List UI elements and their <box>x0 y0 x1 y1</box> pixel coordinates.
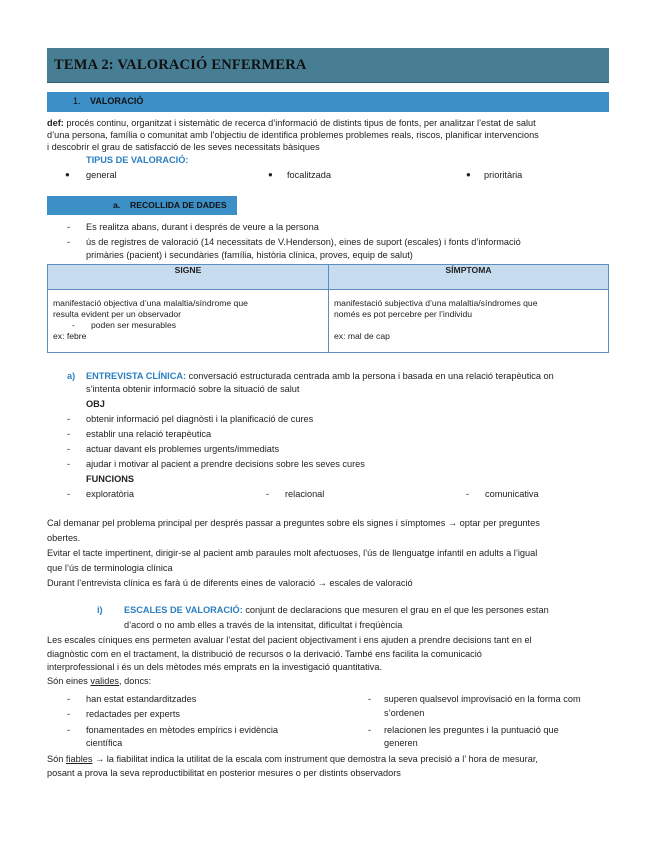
fiables-word: fiables <box>65 754 93 764</box>
valides-left-item: han estat estandarditzades <box>86 694 197 704</box>
obj-item: actuar davant els problemes urgents/immediats <box>86 444 280 454</box>
tipus-item-general: general <box>86 170 117 180</box>
entrevista-heading: ENTREVISTA CLÍNICA: <box>86 371 187 381</box>
table-header-signe: SIGNE <box>48 265 329 290</box>
tipus-item-focalitzada: focalitzada <box>287 170 331 180</box>
escales-text-1: conjunt de declaracions que mesuren el grau en el que les persones estan <box>242 605 549 615</box>
subsection-number: a. <box>113 200 121 210</box>
entrevista-line-1 <box>86 370 554 382</box>
section-label: VALORACIÓ <box>90 96 144 106</box>
dash-icon: - <box>67 459 71 469</box>
bullet-icon: ● <box>65 170 70 179</box>
dash-icon: - <box>67 709 71 719</box>
valides-right-item-2: relacionen les preguntes i la puntuació que <box>384 725 559 735</box>
valides-left-cont: científica <box>86 738 123 748</box>
recollida-line-2: ús de registres de valoració (14 necessitats de V.Henderson), eines de suport (escales) i fonts d’informació <box>86 237 521 247</box>
definition-line-3: i descobrir el grau de satisfacció de les seves necessitats bàsiques <box>47 142 320 152</box>
entrevista-marker: a) <box>67 371 76 381</box>
dash-icon: - <box>67 725 71 735</box>
paragraph-3: Durant l’entrevista clínica es farà ú de diferents eines de valoració → escales de valoració <box>47 578 413 588</box>
entrevista-line-2: s’intenta obtenir informació sobre la situació de salut <box>86 384 300 394</box>
dash-icon: - <box>67 694 71 704</box>
funcio-relacional: relacional <box>285 489 325 499</box>
definition-text-1: procés continu, organitzat i sistemàtic de recerca d’informació de distints tipus de fonts, per analitzar l’estat de salut <box>63 118 536 128</box>
dash-icon: - <box>266 489 270 499</box>
dash-icon: - <box>72 320 75 330</box>
table-cell-signe <box>48 290 329 353</box>
bullet-icon: ● <box>268 170 273 179</box>
signe-line-1: manifestació objectiva d’una malaltia/síndrome que <box>53 298 248 308</box>
valides-left-item: fonamentades en mètodes empírics i evidència <box>86 725 279 735</box>
dash-icon: - <box>67 222 71 232</box>
escales-heading: ESCALES DE VALORACIÓ: <box>124 605 243 615</box>
valides-left-item: redactades per experts <box>86 709 180 719</box>
table-header-simptoma: SÍMPTOMA <box>329 265 609 290</box>
funcio-comunicativa: comunicativa <box>485 489 539 499</box>
dash-icon: - <box>368 725 372 735</box>
valides-right-item-1-cont: s’ordenen <box>384 708 425 718</box>
dash-icon: - <box>67 414 71 424</box>
escales-para-line-2: diagnòstic com en el tractament, la distribució de recursos o la derivació. També ens facilita la comunicació <box>47 649 482 659</box>
definition-term: def: <box>47 118 64 128</box>
recollida-line-1: Es realitza abans, durant i després de veure a la persona <box>86 222 319 232</box>
paragraph-2-line-1: Evitar el tacte impertinent, dirigir-se al pacient amb paraules molt afectuoses, l’ús de llenguatge infantil en adults a l’igual <box>47 548 538 558</box>
fiables-post: → la fiabilitat indica la utilitat de la escala com instrument que demostra la seva precisió a l’ hora de mesurar, <box>92 754 538 764</box>
table-cell-simptoma <box>329 290 609 353</box>
dash-icon: - <box>67 489 71 499</box>
signe-simptoma-table <box>47 264 609 353</box>
table-header-row <box>48 265 609 290</box>
obj-item: establir una relació terapèutica <box>86 429 212 439</box>
valides-line <box>47 675 151 687</box>
definition-line-1 <box>47 117 536 129</box>
entrevista-text-1: conversació estructurada centrada amb la persona i basada en una relació terapèutica on <box>186 371 554 381</box>
subsection-heading-recollida <box>47 196 237 215</box>
section-number: 1. <box>73 96 81 106</box>
dash-icon: - <box>368 694 372 704</box>
valides-right-item-1: superen qualsevol improvisació en la forma com <box>384 694 581 704</box>
escales-line-2: d’acord o no amb elles a través de la intensitat, dificultat i freqüència <box>124 620 403 630</box>
subsection-label: RECOLLIDA DE DADES <box>130 200 227 210</box>
table-row <box>48 290 609 353</box>
escales-marker: i) <box>97 605 103 615</box>
dash-icon: - <box>67 237 71 247</box>
escales-para-line-1: Les escales cíniques ens permeten avaluar l’estat del pacient objectivament i ens ajuden a prendre decisions tant en el <box>47 635 532 645</box>
section-heading-valoracio <box>47 92 609 112</box>
bullet-icon: ● <box>466 170 471 179</box>
definition-line-2: d’una persona, família o comunitat amb l’objectiu de identifica problemes problemes reals, riscos, planificar intervencions <box>47 130 539 140</box>
recollida-line-3: primàries (pacient) i secundàries (família, història clínica, proves, equip de salut) <box>86 250 413 260</box>
tipus-heading: TIPUS DE VALORACIÓ: <box>86 155 189 165</box>
funcions-heading: FUNCIONS <box>86 474 134 484</box>
valides-word: valides <box>90 676 120 686</box>
obj-item: ajudar i motivar al pacient a prendre decisions sobre les seves cures <box>86 459 365 469</box>
title-bar <box>47 48 609 83</box>
signe-line-3: poden ser mesurables <box>91 320 177 330</box>
dash-icon: - <box>466 489 470 499</box>
paragraph-1-line-2: obertes. <box>47 533 81 543</box>
valides-pre: Són eines <box>47 676 91 686</box>
tipus-item-prioritaria: prioritària <box>484 170 523 180</box>
signe-example: ex: febre <box>53 331 87 341</box>
obj-heading: OBJ <box>86 399 105 409</box>
fiables-line-1 <box>47 753 538 765</box>
fiables-pre: Són <box>47 754 66 764</box>
simptoma-line-1: manifestació subjectiva d’una malaltia/síndromes que <box>334 298 538 308</box>
fiables-line-2: posant a prova la seva reproductibilitat en posterior mesures o per distints observadors <box>47 768 401 778</box>
valides-right-item-2-cont: generen <box>384 738 418 748</box>
page-title: TEMA 2: VALORACIÓ ENFERMERA <box>54 57 307 73</box>
escales-para-line-3: interprofessional i és un dels mètodes més emprats en la investigació quantitativa. <box>47 662 383 672</box>
simptoma-example: ex: mal de cap <box>334 331 390 341</box>
valides-post: , doncs: <box>119 676 152 686</box>
paragraph-2-line-2: que l’ús de terminologia clínica <box>47 563 173 573</box>
dash-icon: - <box>67 429 71 439</box>
simptoma-line-2: només es pot percebre per l’individu <box>334 309 473 319</box>
dash-icon: - <box>67 444 71 454</box>
paragraph-1-line-1: Cal demanar pel problema principal per després passar a preguntes sobre els signes i símptomes → optar per preguntes <box>47 518 540 528</box>
escales-line-1 <box>124 604 549 616</box>
signe-line-2: resulta evident per un observador <box>53 309 182 319</box>
obj-item: obtenir informació pel diagnòsti i la planificació de cures <box>86 414 314 424</box>
funcio-exploratoria: exploratòria <box>86 489 135 499</box>
